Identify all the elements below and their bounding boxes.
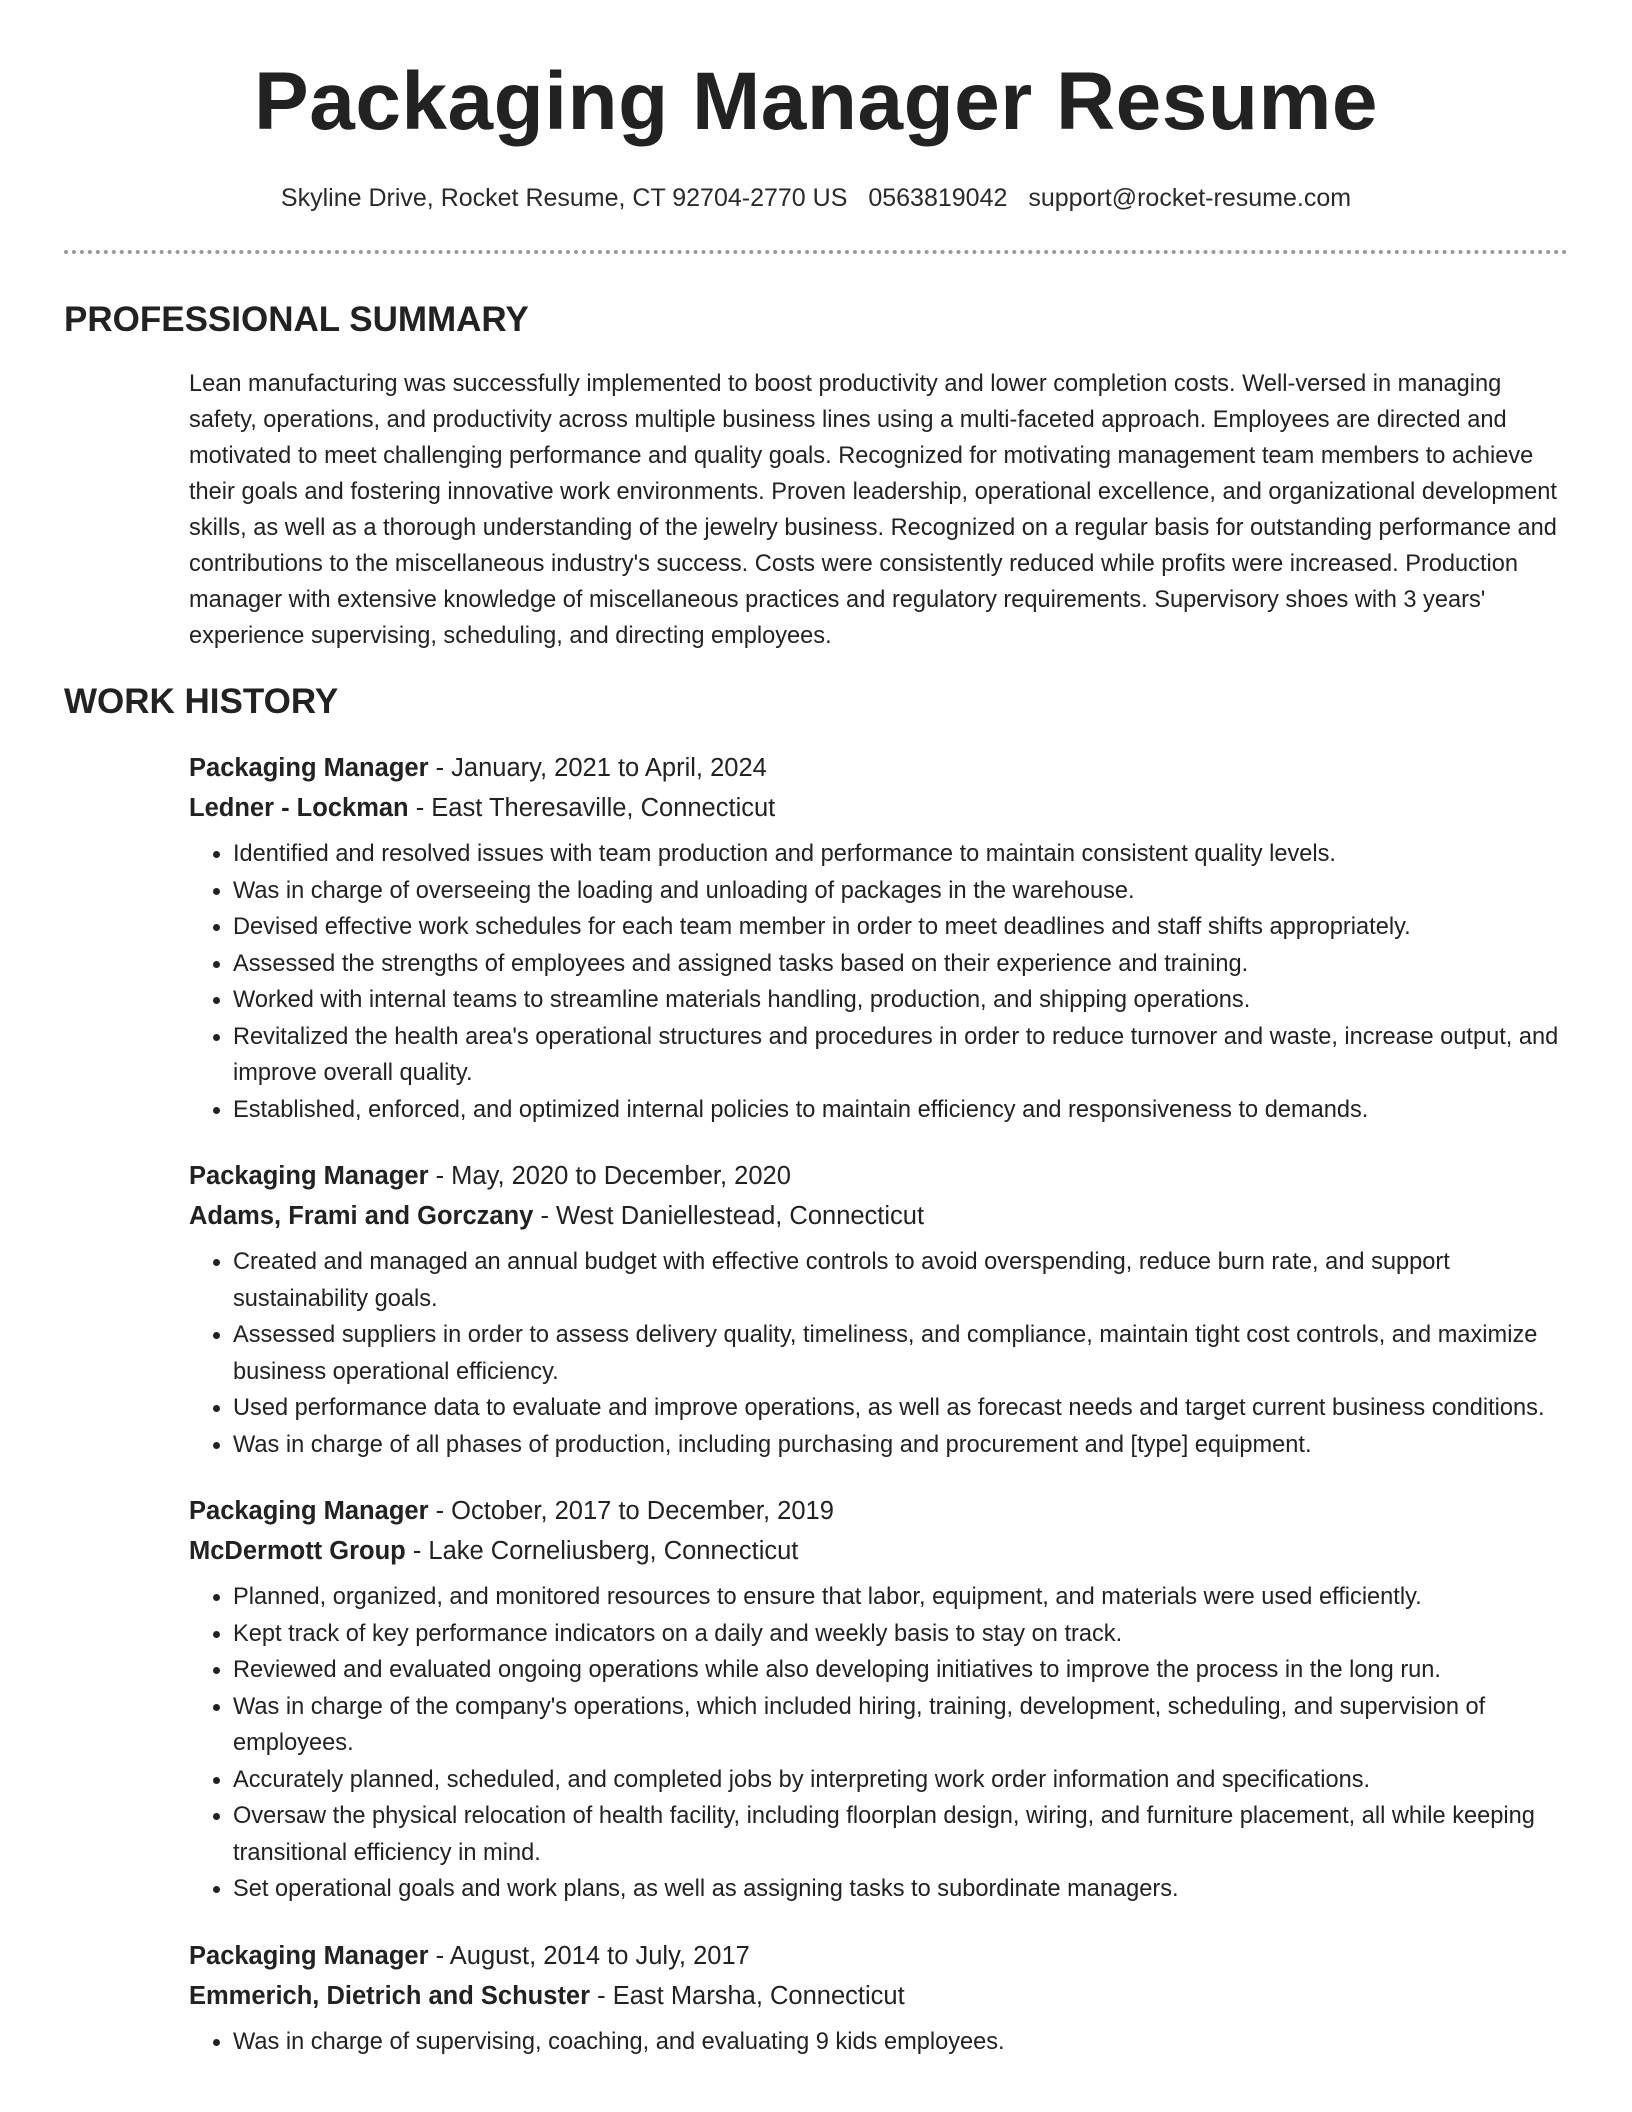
work-history-heading: WORK HISTORY (64, 682, 339, 721)
header-divider (64, 250, 1568, 254)
job-bullet: • Assessed suppliers in order to assess delivery quality, timeliness, and compliance, maintain tight cost controls, and maximize business operational efficiency. (233, 1317, 1569, 1390)
contact-email: support@rocket-resume.com (1028, 184, 1352, 212)
job-dates: - May, 2020 to December, 2020 (428, 1162, 791, 1190)
job-title: Packaging Manager (189, 1941, 429, 1970)
job-location: - Lake Corneliusberg, Connecticut (405, 1537, 799, 1565)
job-bullet: • Was in charge of overseeing the loading and unloading of packages in the warehouse. (233, 873, 1569, 910)
job-bullet: • Assessed the strengths of employees and assigned tasks based on their experience and training. (233, 946, 1569, 983)
work-history-list (189, 748, 1569, 2088)
job-bullets (189, 836, 1569, 1128)
job-entry (189, 748, 1569, 1128)
summary-heading: PROFESSIONAL SUMMARY (64, 300, 529, 339)
contact-address: Skyline Drive, Rocket Resume, CT 92704-2770 US (280, 184, 848, 212)
job-title-line (189, 1936, 1569, 1976)
job-company-line (189, 1531, 1569, 1571)
job-company-line (189, 788, 1569, 828)
contact-phone: 0563819042 (868, 184, 1008, 212)
job-bullet: • Identified and resolved issues with team production and performance to maintain consistent quality levels. (233, 836, 1569, 873)
job-title-line (189, 1491, 1569, 1531)
job-title: Packaging Manager (189, 754, 429, 782)
job-bullet: • Set operational goals and work plans, as well as assigning tasks to subordinate managers. (233, 1871, 1569, 1908)
contact-line (0, 180, 1632, 216)
job-company: Adams, Frami and Gorczany (189, 1202, 534, 1230)
job-bullet: • Revitalized the health area's operational structures and procedures in order to reduce turnover and waste, increase output, and improve overall quality. (233, 1019, 1569, 1092)
summary-text: Lean manufacturing was successfully implemented to boost productivity and lower completion costs. Well-versed in managing safety, operations, and productivity across multiple business lines using a multi-faceted approach. Employees are directed and motivated to meet challenging performance and quality goals. Recognized for motivating management team members to achieve their goals and fostering innovative work environments. Proven leadership, operational excellence, and organizational development skills, as well as a thorough understanding of the jewelry business. Recognized on a regular basis for outstanding performance and contributions to the miscellaneous industry's success. Costs were consistently reduced while profits were increased. Production manager with extensive knowledge of miscellaneous practices and regulatory requirements. Supervisory shoes with 3 years' experience supervising, scheduling, and directing employees. (189, 371, 1557, 649)
job-entry (189, 1491, 1569, 1908)
page-title: Packaging Manager Resume (254, 56, 1378, 147)
job-company: Ledner - Lockman (189, 794, 409, 822)
job-dates: - October, 2017 to December, 2019 (428, 1497, 834, 1525)
job-bullets (189, 1244, 1569, 1463)
job-bullet: • Reviewed and evaluated ongoing operations while also developing initiatives to improve the process in the long run. (233, 1652, 1569, 1689)
job-bullet: • Planned, organized, and monitored resources to ensure that labor, equipment, and materials were used efficiently. (233, 1579, 1569, 1616)
job-dates: - August, 2014 to July, 2017 (428, 1941, 750, 1970)
job-title: Packaging Manager (189, 1162, 429, 1190)
job-entry (189, 1936, 1569, 2061)
job-bullet: • Worked with internal teams to streamline materials handling, production, and shipping operations. (233, 982, 1569, 1019)
job-bullet: • Was in charge of the company's operations, which included hiring, training, development, scheduling, and supervision of employees. (233, 1689, 1569, 1762)
job-bullet: • Was in charge of all phases of production, including purchasing and procurement and [type] equipment. (233, 1427, 1569, 1464)
job-bullets (189, 2024, 1569, 2061)
job-bullet: • Created and managed an annual budget with effective controls to avoid overspending, reduce burn rate, and support sustainability goals. (233, 1244, 1569, 1317)
job-company: Emmerich, Dietrich and Schuster (189, 1981, 591, 2010)
job-title: Packaging Manager (189, 1497, 429, 1525)
job-bullet: • Accurately planned, scheduled, and completed jobs by interpreting work order information and specifications. (233, 1762, 1569, 1799)
job-entry (189, 1156, 1569, 1463)
job-location: - West Daniellestead, Connecticut (533, 1202, 925, 1230)
job-company-line (189, 1196, 1569, 1236)
job-bullet: • Oversaw the physical relocation of health facility, including floorplan design, wiring, and furniture placement, all while keeping transitional efficiency in mind. (233, 1798, 1569, 1871)
job-company: McDermott Group (189, 1537, 406, 1565)
job-bullet: • Was in charge of supervising, coaching, and evaluating 9 kids employees. (233, 2024, 1569, 2061)
job-company-line (189, 1976, 1569, 2016)
job-bullet: • Devised effective work schedules for each team member in order to meet deadlines and staff shifts appropriately. (233, 909, 1569, 946)
job-title-line (189, 1156, 1569, 1196)
job-bullet: • Established, enforced, and optimized internal policies to maintain efficiency and responsiveness to demands. (233, 1092, 1569, 1129)
job-bullet: • Kept track of key performance indicators on a daily and weekly basis to stay on track. (233, 1616, 1569, 1653)
job-bullet: • Used performance data to evaluate and improve operations, as well as forecast needs and target current business conditions. (233, 1390, 1569, 1427)
job-dates: - January, 2021 to April, 2024 (428, 754, 767, 782)
job-location: - East Marsha, Connecticut (590, 1981, 905, 2010)
job-title-line (189, 748, 1569, 788)
job-location: - East Theresaville, Connecticut (408, 794, 776, 822)
job-bullets (189, 1579, 1569, 1908)
